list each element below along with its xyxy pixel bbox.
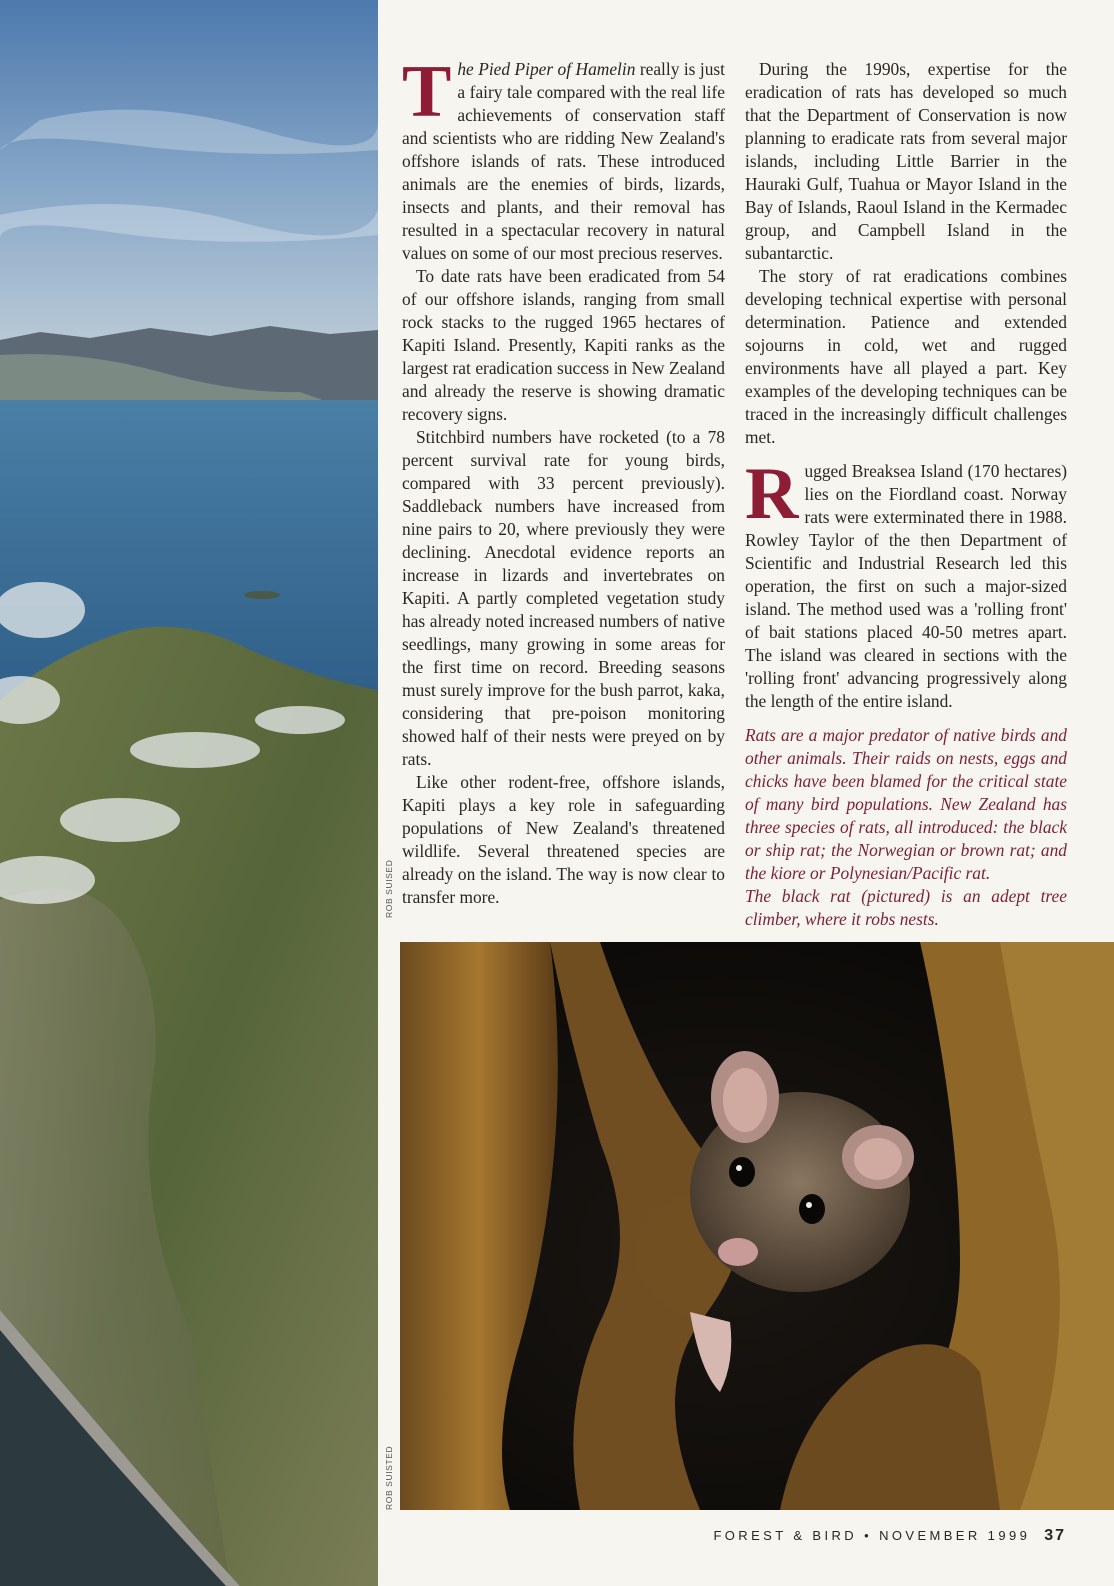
- breaksea-text: ugged Breaksea Island (170 hectares) lies on the Fiordland coast. Norway rats were exterminated there in 1988. Rowley Taylor of the then Department of Scientific and Industrial Research led this operation, the first on such a major-sized island. The method used was a 'rolling front' of bait stations placed 40-50 metres apart. The island was cleared in sections with the 'rolling front' advancing progressively along the length of the entire island.: [745, 461, 1067, 711]
- article-column-1: [402, 51, 725, 909]
- page-footer: [713, 1527, 1066, 1545]
- kapiti-island-aerial-image: [0, 0, 378, 1586]
- intro-italic-title: he Pied Piper of Hamelin: [457, 59, 636, 79]
- dropcap-r: R: [745, 453, 799, 535]
- landscape-photo: [0, 0, 378, 1586]
- black-rat-photo: [400, 942, 1114, 1510]
- photo-caption-pictured: The black rat (pictured) is an adept tree climber, where it robs nests.: [745, 886, 1067, 929]
- publication-info: FOREST & BIRD • NOVEMBER 1999: [713, 1528, 1031, 1543]
- paragraph-intro: [402, 51, 725, 265]
- paragraph: To date rats have been eradicated from 54 of our offshore islands, ranging from small rock stacks to the rugged 1965 hectares of Kapiti Island. Presently, Kapiti ranks as the largest rat eradication success in New Zealand and already the reserve is showing dramatic recovery signs.: [402, 266, 725, 424]
- page-number: 37: [1044, 1527, 1066, 1544]
- paragraph: Stitchbird numbers have rocketed (to a 78 percent survival rate for young birds, compared with 33 percent previously). Saddleback numbers have increased from nine pairs to 20, where previously they were declining. Anecdotal evidence reports an increase in lizards and invertebrates on Kapiti. A partly completed vegetation study has already noted increased numbers of native seedlings, many growing in some areas for the first time on record. Breeding seasons must surely improve for the bush parrot, kaka, considering that pre-poison monitoring showed half of their nests were preyed on by rats.: [402, 427, 725, 769]
- photo-caption: Rats are a major predator of native birds and other animals. Their raids on nests, eggs and chicks have been blamed for the critical state of many bird populations. New Zealand has three species of rats, all introduced: the black or ship rat; the Norwegian or brown rat; and the kiore or Polynesian/Pacific rat.: [745, 725, 1067, 883]
- paragraph: Like other rodent-free, offshore islands, Kapiti plays a key role in safeguarding populations of New Zealand's threatened wildlife. Several threatened species are already on the island. The way is now clear to transfer more.: [402, 772, 725, 907]
- paragraph-breaksea: [745, 453, 1067, 713]
- photo-credit-rat: ROB SUISTED: [384, 1445, 394, 1510]
- photo-credit-landscape: ROB SUISED: [384, 859, 394, 918]
- paragraph: During the 1990s, expertise for the eradication of rats has developed so much that the Department of Conservation is now planning to eradicate rats from several major islands, including Little Barrier in the Hauraki Gulf, Tuahua or Mayor Island in the Bay of Islands, Raoul Island in the Kermadec group, and Campbell Island in the subantarctic.: [745, 59, 1067, 263]
- paragraph: The story of rat eradications combines developing technical expertise with personal determination. Patience and extended sojourns in cold, wet and rugged environments have all played a part. Key examples of the developing techniques can be traced in the increasingly difficult challenges met.: [745, 266, 1067, 447]
- intro-text: really is just a fairy tale compared with the real life achievements of conservation staff and scientists who are ridding New Zealand's offshore islands of rats. These introduced animals are the enemies of birds, lizards, insects and plants, and their removal has resulted in a spectacular recovery in natural values on some of our most precious reserves.: [402, 59, 725, 263]
- dropcap-t: T: [402, 51, 452, 133]
- article-column-2: [745, 58, 1067, 931]
- black-rat-image: [400, 942, 1114, 1510]
